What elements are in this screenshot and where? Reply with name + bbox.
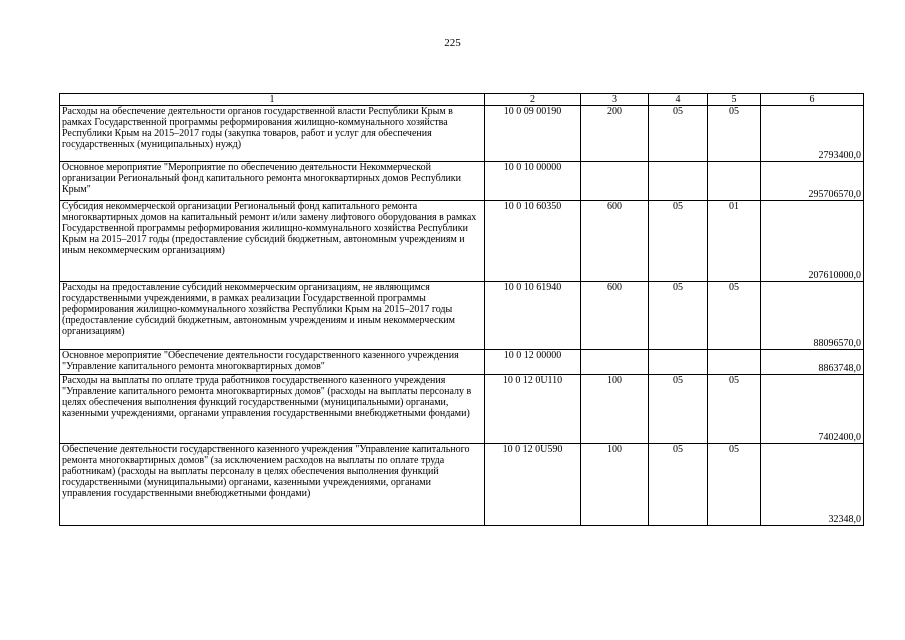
table-row bbox=[60, 201, 864, 282]
row-amount: 88096570,0 bbox=[761, 282, 864, 350]
table-row bbox=[60, 375, 864, 444]
row-description: Расходы на предоставление субсидий некоммерческим организациям, не являющимся государственными учреждениями, в рамках реализации Государственной программы реформирования жилищно-коммунального хозяйства Республики Крым на 2015–2017 годы (предоставление субсидий бюджетным, автономным учреждениям и иным некоммерческим организациям) bbox=[60, 282, 485, 350]
row-col5: 05 bbox=[708, 375, 761, 444]
row-amount: 295706570,0 bbox=[761, 162, 864, 201]
row-amount: 32348,0 bbox=[761, 444, 864, 526]
row-code: 10 0 10 00000 bbox=[485, 162, 581, 201]
row-description: Основное мероприятие "Обеспечение деятельности государственного казенного учреждения "Управление капитального ремонта многоквартирных домов" bbox=[60, 350, 485, 375]
row-description: Расходы на выплаты по оплате труда работников государственного казенного учреждения "Управление капитального ремонта многоквартирных домов" (расходы на выплаты персоналу в целях обеспечения выполнения функций государственными (муниципальными) органами, казенными учреждениями, органами управления государственными внебюджетными фондами) bbox=[60, 375, 485, 444]
row-col3: 100 bbox=[581, 444, 649, 526]
row-col3: 600 bbox=[581, 282, 649, 350]
table-row bbox=[60, 282, 864, 350]
row-amount: 8863748,0 bbox=[761, 350, 864, 375]
row-col3: 600 bbox=[581, 201, 649, 282]
header-col-4: 4 bbox=[649, 94, 708, 106]
header-col-1: 1 bbox=[60, 94, 485, 106]
row-code: 10 0 10 61940 bbox=[485, 282, 581, 350]
row-code: 10 0 12 0U110 bbox=[485, 375, 581, 444]
row-col5: 05 bbox=[708, 106, 761, 162]
header-col-6: 6 bbox=[761, 94, 864, 106]
row-code: 10 0 12 0U590 bbox=[485, 444, 581, 526]
row-description: Обеспечение деятельности государственного казенного учреждения "Управление капитального ремонта многоквартирных домов" (за исключением расходов на выплаты по оплате труда работникам) (расходы на выплаты персоналу в целях обеспечения выполнения функций государственными (муниципальными) органами, казенными учреждениями, органами управления государственными внебюджетными фондами) bbox=[60, 444, 485, 526]
row-description: Расходы на обеспечение деятельности органов государственной власти Республики Крым в рамках Государственной программы реформирования жилищно-коммунального хозяйства Республики Крым на 2015–2017 годы (закупка товаров, работ и услуг для обеспечения государственных (муниципальных) нужд) bbox=[60, 106, 485, 162]
row-col5 bbox=[708, 350, 761, 375]
row-col3: 200 bbox=[581, 106, 649, 162]
row-description: Субсидия некоммерческой организации Региональный фонд капитального ремонта многоквартирных домов на капитальный ремонт и/или замену лифтового оборудования в рамках Государственной программы реформирования жилищно-коммунального хозяйства Республики Крым на 2015–2017 годы (предоставление субсидий бюджетным, автономным учреждениям и иным некоммерческим организациям) bbox=[60, 201, 485, 282]
row-col4: 05 bbox=[649, 444, 708, 526]
row-col4 bbox=[649, 162, 708, 201]
budget-table bbox=[59, 93, 864, 526]
header-col-3: 3 bbox=[581, 94, 649, 106]
row-col4: 05 bbox=[649, 106, 708, 162]
table-header-row bbox=[60, 94, 864, 106]
table-row bbox=[60, 162, 864, 201]
table-row bbox=[60, 444, 864, 526]
row-code: 10 0 12 00000 bbox=[485, 350, 581, 375]
header-col-5: 5 bbox=[708, 94, 761, 106]
row-col3 bbox=[581, 350, 649, 375]
row-col3 bbox=[581, 162, 649, 201]
row-description: Основное мероприятие "Мероприятие по обеспечению деятельности Некоммерческой организации Региональный фонд капитального ремонта многоквартирных домов Республики Крым" bbox=[60, 162, 485, 201]
row-col5: 05 bbox=[708, 282, 761, 350]
row-col4: 05 bbox=[649, 201, 708, 282]
row-amount: 207610000,0 bbox=[761, 201, 864, 282]
page-number: 225 bbox=[444, 37, 461, 49]
row-col4: 05 bbox=[649, 375, 708, 444]
row-col5 bbox=[708, 162, 761, 201]
row-amount: 7402400,0 bbox=[761, 375, 864, 444]
row-amount: 2793400,0 bbox=[761, 106, 864, 162]
row-code: 10 0 10 60350 bbox=[485, 201, 581, 282]
row-col5: 05 bbox=[708, 444, 761, 526]
row-col4 bbox=[649, 350, 708, 375]
header-col-2: 2 bbox=[485, 94, 581, 106]
table-row bbox=[60, 106, 864, 162]
table-row bbox=[60, 350, 864, 375]
row-col4: 05 bbox=[649, 282, 708, 350]
row-col3: 100 bbox=[581, 375, 649, 444]
row-code: 10 0 09 00190 bbox=[485, 106, 581, 162]
row-col5: 01 bbox=[708, 201, 761, 282]
